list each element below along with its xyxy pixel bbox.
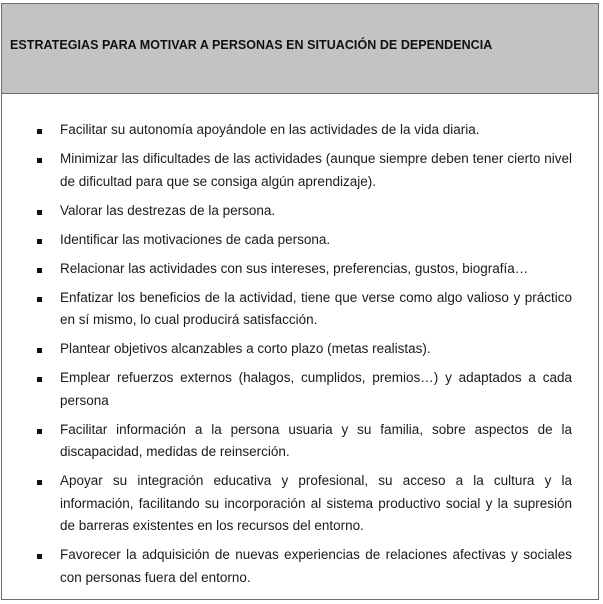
square-bullet-icon	[32, 232, 60, 248]
list-item	[32, 341, 572, 361]
list-item	[32, 261, 572, 281]
square-bullet-icon	[32, 203, 60, 219]
list-item-text: Emplear refuerzos externos (halagos, cumplidos, premios…) y adaptados a cada persona	[60, 370, 572, 408]
list-item-text: Favorecer la adquisición de nuevas experiencias de relaciones afectivas y sociales con personas fuera del entorno.	[60, 547, 572, 585]
list-item-text: Enfatizar los beneficios de la actividad, tiene que verse como algo valioso y práctico en sí mismo, lo cual producirá satisfacción.	[60, 289, 572, 327]
list-item	[32, 547, 572, 589]
list-item	[32, 370, 572, 412]
square-bullet-icon	[32, 341, 60, 357]
strategies-list	[32, 122, 572, 589]
square-bullet-icon	[32, 473, 60, 489]
square-bullet-icon	[32, 370, 60, 386]
list-item	[32, 122, 572, 142]
table-title: ESTRATEGIAS PARA MOTIVAR A PERSONAS EN SITUACIÓN DE DEPENDENCIA	[10, 38, 493, 52]
table-body	[2, 94, 598, 589]
list-item-text: Minimizar las dificultades de las actividades (aunque siempre deben tener cierto nivel de dificultad para que se consiga algún aprendizaje).	[60, 151, 572, 189]
list-item-text: Apoyar su integración educativa y profesional, su acceso a la cultura y la información, facilitando su incorporación al sistema productivo social y la supresión de barreras existentes en los recursos del entorno.	[60, 473, 572, 533]
square-bullet-icon	[32, 290, 60, 306]
list-item	[32, 422, 572, 464]
list-item-text: Identificar las motivaciones de cada persona.	[60, 231, 331, 247]
list-item	[32, 473, 572, 538]
list-item	[32, 203, 572, 223]
list-item-text: Relacionar las actividades con sus intereses, preferencias, gustos, biografía…	[60, 260, 529, 276]
square-bullet-icon	[32, 151, 60, 167]
list-item-text: Facilitar información a la persona usuaria y su familia, sobre aspectos de la discapacidad, medidas de reinserción.	[60, 421, 572, 459]
strategies-table	[1, 3, 599, 600]
square-bullet-icon	[32, 122, 60, 138]
list-item-text: Plantear objetivos alcanzables a corto plazo (metas realistas).	[60, 341, 431, 356]
square-bullet-icon	[32, 261, 60, 277]
list-item	[32, 232, 572, 252]
table-header	[2, 4, 598, 94]
square-bullet-icon	[32, 547, 60, 563]
square-bullet-icon	[32, 422, 60, 438]
list-item	[32, 151, 572, 193]
list-item	[32, 290, 572, 332]
list-item-text: Valorar las destrezas de la persona.	[60, 202, 276, 218]
list-item-text: Facilitar su autonomía apoyándole en las actividades de la vida diaria.	[60, 122, 480, 137]
